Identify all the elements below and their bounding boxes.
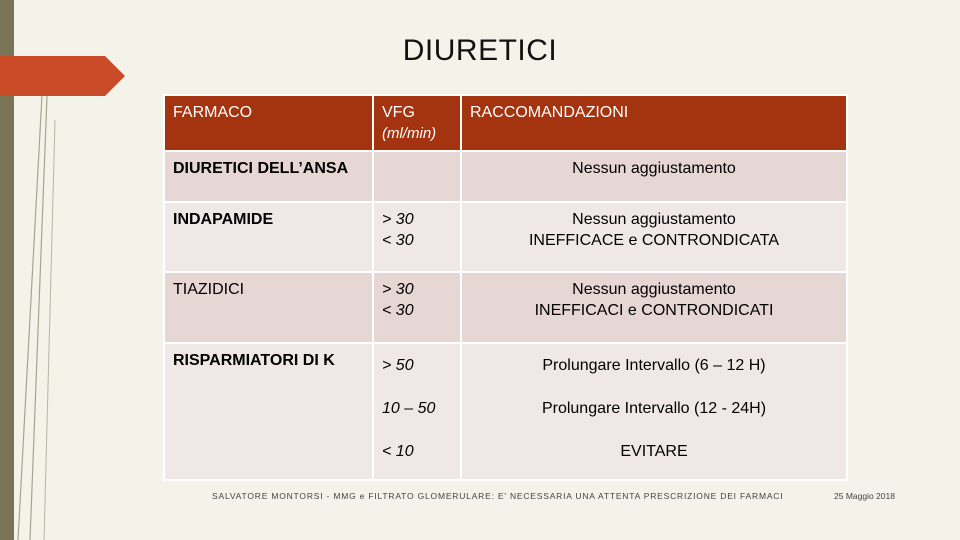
rec-value: Prolungare Intervallo (12 - 24H) bbox=[541, 400, 767, 417]
farmaco-cell: DIURETICI DELL’ANSA bbox=[164, 151, 373, 202]
vfg-cell bbox=[373, 151, 461, 202]
rec-value: Nessun aggiustamento bbox=[572, 281, 736, 298]
table-header-row bbox=[164, 95, 847, 151]
table-row bbox=[164, 272, 847, 343]
rec-value: EVITARE bbox=[620, 443, 688, 460]
vfg-cell bbox=[373, 272, 461, 343]
rec-cell bbox=[461, 202, 847, 272]
diuretics-table bbox=[163, 94, 848, 481]
vfg-value: < 30 bbox=[382, 302, 414, 319]
rec-value: Nessun aggiustamento bbox=[572, 211, 736, 228]
header-vfg-unit: (ml/min) bbox=[382, 125, 437, 142]
table-row bbox=[164, 343, 847, 480]
farmaco-cell: RISPARMIATORI DI K bbox=[164, 343, 373, 480]
vfg-value: < 30 bbox=[382, 232, 414, 249]
vfg-cell bbox=[373, 343, 461, 480]
header-raccomandazioni: RACCOMANDAZIONI bbox=[461, 95, 847, 151]
header-vfg-label: VFG bbox=[382, 104, 415, 121]
farmaco-cell: TIAZIDICI bbox=[164, 272, 373, 343]
rec-value: INEFFICACI e CONTRONDICATI bbox=[534, 302, 774, 319]
slide-footer: SALVATORE MONTORSI - MMG e FILTRATO GLOMERULARE: E' NECESSARIA UNA ATTENTA PRESCRIZIONE DEI FARMACI bbox=[212, 491, 784, 501]
rec-value: INEFFICACE e CONTRONDICATA bbox=[528, 232, 780, 249]
vfg-value: < 10 bbox=[382, 443, 414, 460]
slide-title: DIURETICI bbox=[402, 34, 558, 67]
rec-cell bbox=[461, 343, 847, 480]
table-row bbox=[164, 202, 847, 272]
vfg-cell bbox=[373, 202, 461, 272]
vfg-value: > 30 bbox=[382, 281, 414, 298]
vfg-value: > 30 bbox=[382, 211, 414, 228]
slide-date: 25 Maggio 2018 bbox=[834, 491, 895, 501]
farmaco-cell: INDAPAMIDE bbox=[164, 202, 373, 272]
header-farmaco: FARMACO bbox=[164, 95, 373, 151]
table-row bbox=[164, 151, 847, 202]
rec-cell: Nessun aggiustamento bbox=[461, 151, 847, 202]
vfg-value: > 50 bbox=[382, 357, 414, 374]
rec-cell bbox=[461, 272, 847, 343]
rec-value: Prolungare Intervallo (6 – 12 H) bbox=[542, 357, 766, 374]
vfg-value: 10 – 50 bbox=[382, 400, 436, 417]
header-vfg bbox=[373, 95, 461, 151]
